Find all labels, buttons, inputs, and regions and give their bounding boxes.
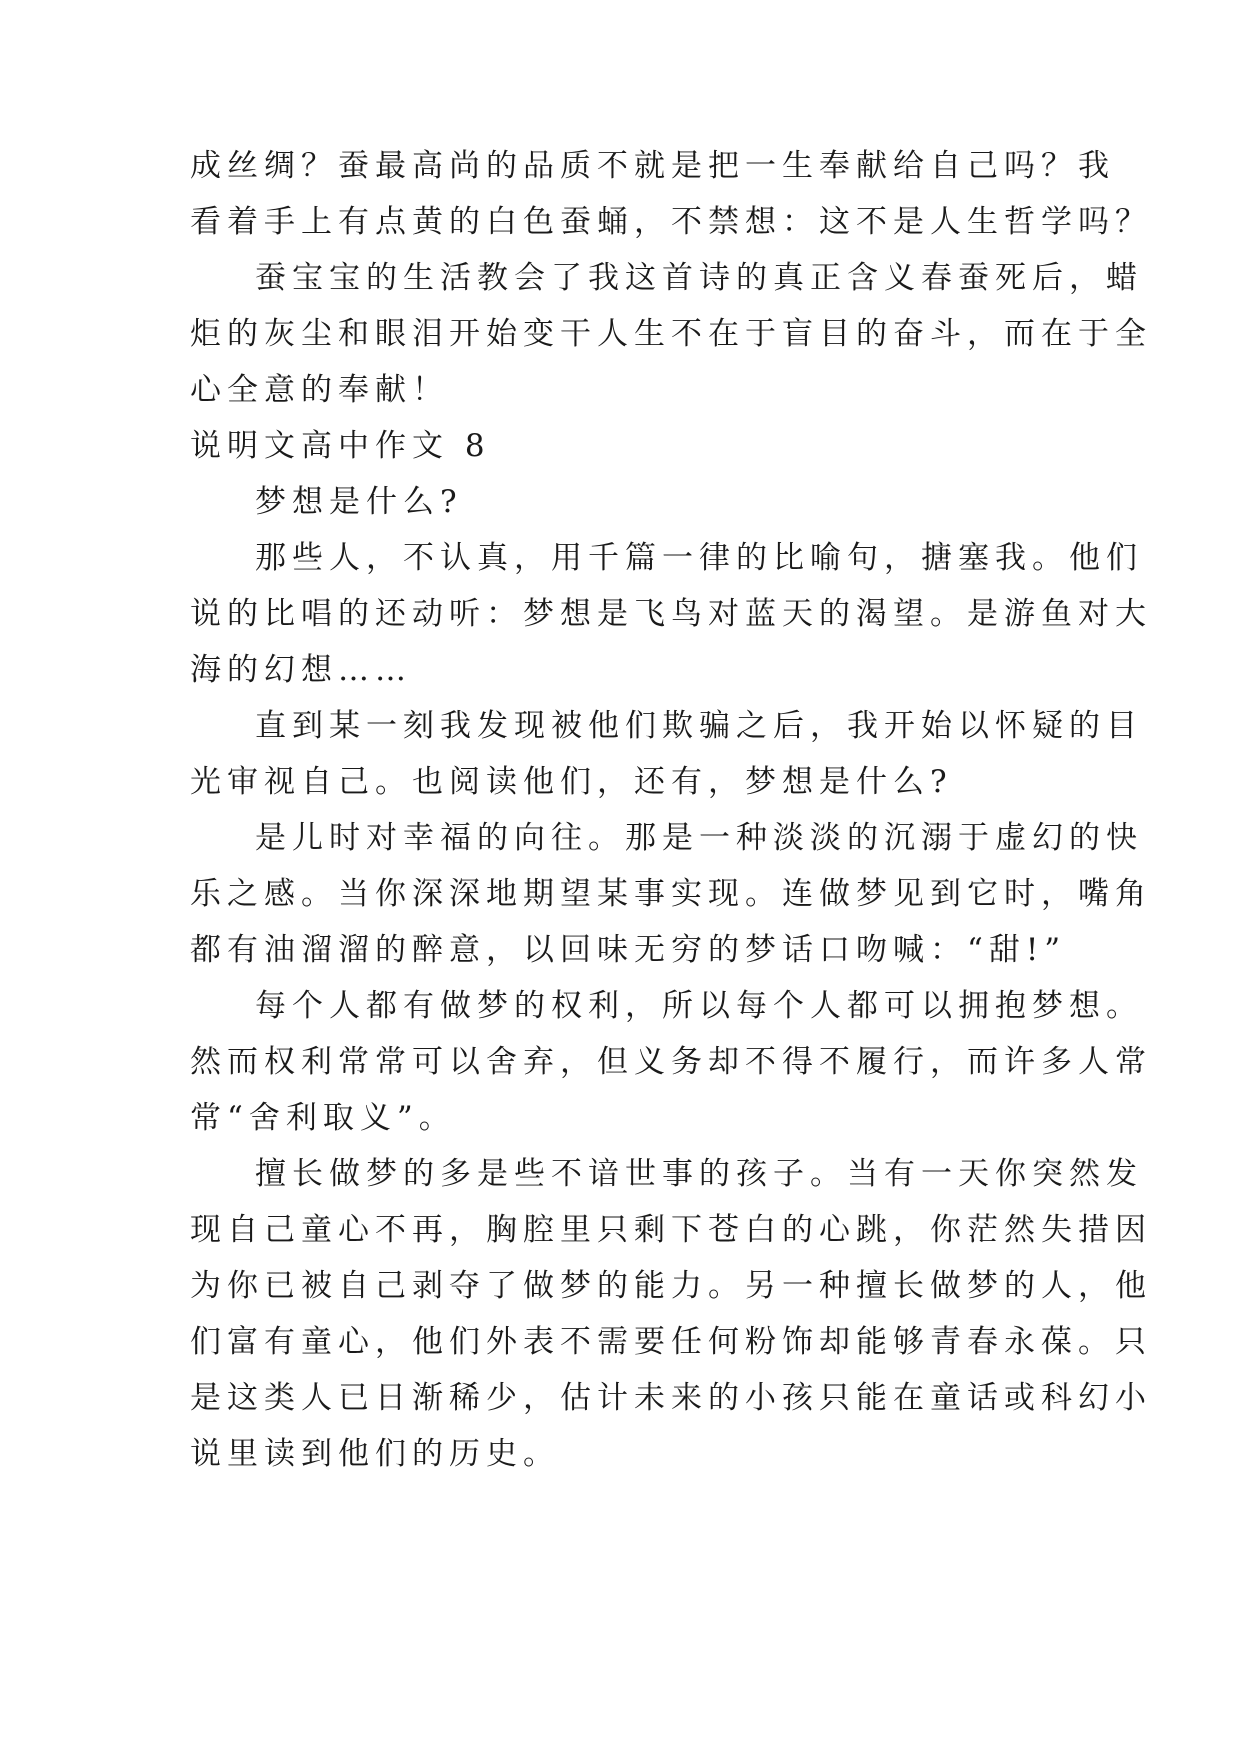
text-line: 们富有童心，他们外表不需要任何粉饰却能够青春永葆。只 — [190, 1324, 1152, 1360]
text-line: 然而权利常常可以舍弃，但义务却不得不履行，而许多人常 — [190, 1044, 1152, 1080]
paragraph-first-line: 是儿时对幸福的向往。那是一种淡淡的沉溺于虚幻的快 — [255, 820, 1143, 856]
text-line: 心全意的奉献！ — [190, 372, 449, 408]
section-heading: 说明文高中作文 8 — [190, 428, 491, 464]
text-line: 为你已被自己剥夺了做梦的能力。另一种擅长做梦的人，他 — [190, 1268, 1152, 1304]
paragraph-first-line: 蚕宝宝的生活教会了我这首诗的真正含义春蚕死后，蜡 — [255, 260, 1143, 296]
paragraph-first-line: 擅长做梦的多是些不谙世事的孩子。当有一天你突然发 — [255, 1156, 1143, 1192]
text-line: 说的比唱的还动听：梦想是飞鸟对蓝天的渴望。是游鱼对大 — [190, 596, 1152, 632]
text-line: 乐之感。当你深深地期望某事实现。连做梦见到它时，嘴角 — [190, 876, 1152, 912]
text-line: 看着手上有点黄的白色蚕蛹，不禁想：这不是人生哲学吗？ — [190, 204, 1152, 240]
text-line: 成丝绸？蚕最高尚的品质不就是把一生奉献给自己吗？我 — [190, 148, 1115, 184]
text-line: 现自己童心不再，胸腔里只剩下苍白的心跳，你茫然失措因 — [190, 1212, 1152, 1248]
paragraph-first-line: 直到某一刻我发现被他们欺骗之后，我开始以怀疑的目 — [255, 708, 1143, 744]
text-line: 光审视自己。也阅读他们，还有，梦想是什么? — [190, 764, 953, 800]
text-line: 说里读到他们的历史。 — [190, 1436, 560, 1472]
paragraph-first-line: 那些人，不认真，用千篇一律的比喻句，搪塞我。他们 — [255, 540, 1143, 576]
text-line: 是这类人已日渐稀少，估计未来的小孩只能在童话或科幻小 — [190, 1380, 1152, 1416]
text-line: 都有油溜溜的醉意，以回味无穷的梦话口吻喊：“甜!” — [190, 932, 1067, 968]
paragraph-first-line: 每个人都有做梦的权利，所以每个人都可以拥抱梦想。 — [255, 988, 1143, 1024]
text-line: 海的幻想…… — [190, 652, 412, 688]
text-line: 常“舍利取义”。 — [190, 1100, 456, 1136]
paragraph-first-line: 梦想是什么? — [255, 484, 463, 520]
text-line: 炬的灰尘和眼泪开始变干人生不在于盲目的奋斗，而在于全 — [190, 316, 1152, 352]
